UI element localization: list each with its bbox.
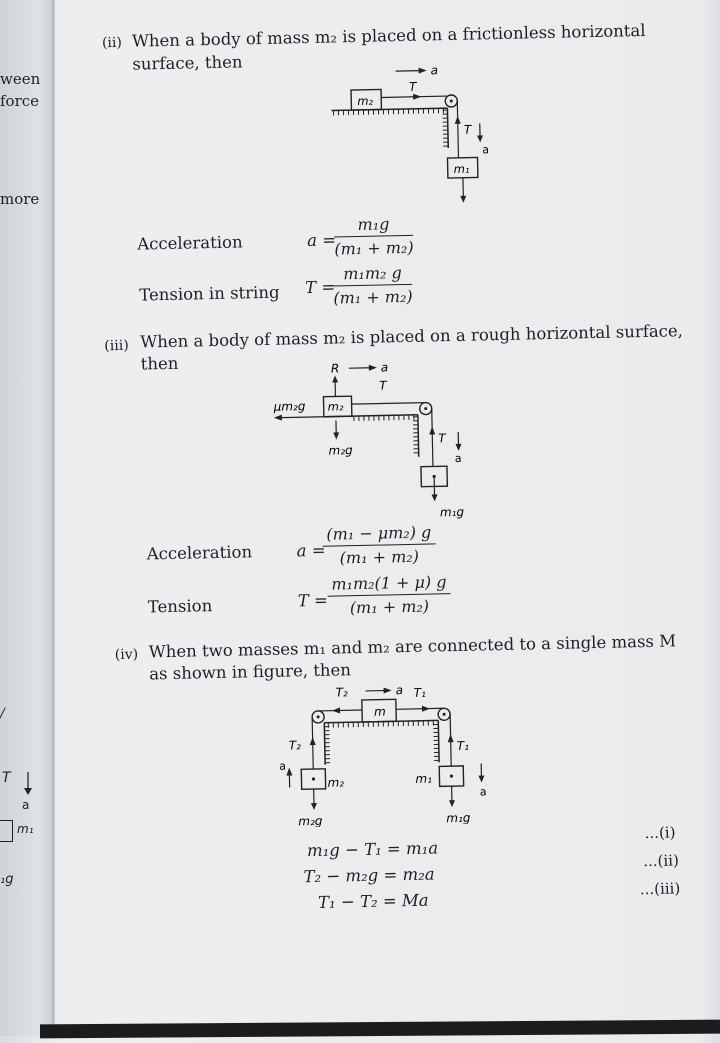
sec2-ten-lhs: T = — [305, 277, 335, 297]
margin-fragment-3: more — [0, 190, 39, 208]
sec3-m2-label: m₂ — [328, 399, 344, 413]
sec4-T2b-label: T₂ — [289, 738, 302, 752]
sec3-acc-lhs: a = — [296, 541, 325, 561]
sec3-acc-label: Acceleration — [147, 542, 253, 563]
sec4-T1-label: T₁ — [414, 686, 427, 700]
margin-fragment-2: force — [0, 92, 39, 110]
sec4-tag3: ...(iii) — [640, 879, 681, 898]
sec3-T2-label: T — [438, 431, 447, 445]
sec4-m2-label: m₂ — [327, 775, 344, 789]
sec4-m1g-label: m₁g — [446, 811, 471, 826]
sec2-acc-lhs: a = — [307, 230, 336, 250]
margin-fragment-1: ween — [0, 70, 40, 88]
sec4-m1-label: m₁ — [415, 772, 432, 786]
sec3-acc-fraction — [322, 522, 436, 567]
sec2-acc-fraction — [334, 214, 414, 259]
sec3-diagram — [267, 355, 491, 530]
sec2-line2: surface, then — [132, 52, 242, 73]
sec2-ten-numerator: m₁m₂ g — [333, 263, 413, 287]
sec3-m2g-label: m₂g — [328, 443, 353, 458]
margin-fragment-4: / — [0, 706, 5, 722]
sec2-diagram — [320, 57, 513, 211]
sec3-R-label: R — [331, 361, 340, 375]
sec3-line2: then — [141, 354, 179, 374]
sec3-ten-denominator: (m₁ + m₂) — [328, 594, 452, 618]
sec3-ten-label: Tension — [148, 596, 213, 616]
sec2-m1-label: m₁ — [454, 162, 470, 176]
sec2-ten-denominator: (m₁ + m₂) — [333, 285, 413, 308]
sec2-ten-fraction — [333, 263, 413, 308]
sec3-ten-fraction — [327, 572, 451, 618]
sec4-diagram — [265, 673, 508, 828]
sec3-number: (iii) — [104, 338, 129, 355]
sec4-line2: as shown in figure, then — [149, 660, 351, 683]
sec2-acc-numerator: m₁g — [334, 214, 414, 238]
sec4-tag1: ...(i) — [644, 823, 675, 842]
sec3-ten-numerator: m₁m₂(1 + μ) g — [327, 572, 451, 597]
sec2-tension-label: T — [409, 80, 418, 94]
sec4-tag2: ...(ii) — [643, 851, 679, 870]
sec2-m2-label: m₂ — [357, 94, 373, 108]
sec2-accel-label: a — [430, 63, 438, 77]
sec2-tension2-label: T — [464, 123, 473, 137]
sec3-m1g-label: m₁g — [440, 505, 465, 520]
margin-fragment-5: T — [2, 770, 11, 786]
sec3-ten-lhs: T = — [298, 591, 328, 611]
sec4-m2g-label: m₂g — [298, 814, 323, 828]
sec4-aR-label: a — [480, 785, 487, 798]
sec4-number: (iv) — [115, 647, 139, 663]
sec3-line1: When a body of mass m₂ is placed on a rough horizontal surface, — [140, 321, 683, 351]
sec3-T-label: T — [379, 378, 388, 392]
sec2-line1: When a body of mass m₂ is placed on a frictionless horizontal — [132, 21, 646, 51]
sec4-T2-label: T₂ — [336, 685, 349, 699]
sec4-line1: When two masses m₁ and m₂ are connected to a single mass M — [149, 631, 677, 661]
sec3-acc-numerator: (m₁ − μm₂) g — [322, 522, 435, 546]
sec3-a-label: a — [381, 360, 389, 374]
sec4-eq1: m₁g − T₁ = m₁a — [307, 838, 439, 860]
sec2-ten-label: Tension in string — [139, 283, 280, 305]
sec4-m-label: m — [374, 705, 386, 719]
sec2-number: (ii) — [102, 35, 122, 51]
margin-fragment-7: m₁ — [17, 822, 34, 836]
margin-fragment-6: a — [22, 798, 29, 812]
sec3-mu-label: μm₂g — [273, 399, 306, 414]
sec4-eq2: T₂ − m₂g = m₂a — [303, 865, 435, 887]
margin-fragment-8: ₁g — [0, 872, 13, 887]
sec3-acc-denominator: (m₁ + m₂) — [323, 544, 436, 567]
sec2-accel2-label: a — [482, 143, 489, 156]
sec4-eq3: T₁ − T₂ = Ma — [318, 891, 429, 912]
sec4-T1b-label: T₁ — [457, 739, 470, 753]
sec2-acc-label: Acceleration — [137, 232, 243, 253]
sec4-a-label: a — [395, 683, 403, 697]
sec2-acc-denominator: (m₁ + m₂) — [334, 236, 414, 259]
sec3-a2-label: a — [455, 452, 462, 465]
sec4-aL-label: a — [279, 760, 286, 773]
